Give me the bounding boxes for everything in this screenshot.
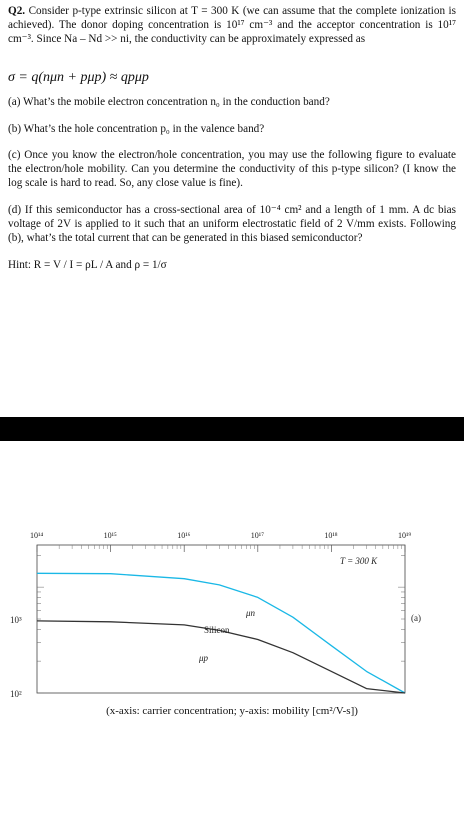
- material-label: Silicon: [204, 625, 230, 635]
- question-intro: [8, 4, 456, 46]
- mobility-chart: [0, 520, 464, 730]
- temperature-label: T = 300 K: [340, 556, 378, 566]
- hint: Hint: R = V / I = ρL / A and ρ = 1/σ: [8, 259, 167, 271]
- x-tick-labels: [30, 531, 411, 552]
- x-tick-label: 10¹⁴: [30, 531, 44, 540]
- conductivity-equation: σ = q(nμn + pμp) ≈ qpμp: [8, 70, 149, 85]
- question-intro-text: Consider p-type extrinsic silicon at T = 300 K (we can assume that the complete ionization is achieved). The donor doping concentration is 10¹⁷ cm⁻³ and the acceptor concentration is 10¹⁷ cm⁻³. Since Na – Nd >> ni, the conductivity can be approximately expressed as: [8, 5, 457, 45]
- part-a: (a) What’s the mobile electron concentration n₀ in the conduction band?: [8, 96, 330, 108]
- part-d: (d) If this semiconductor has a cross-sectional area of 10⁻⁴ cm² and a length of 1 mm. A dc bias voltage of 2V is applied to it such that an uniform electrostatic field of 2 V/mm exists. Following (b), what’s the total current that can be generated in this biased semiconductor?: [8, 204, 456, 244]
- plot-frame: [37, 545, 405, 693]
- x-tick-label: 10¹⁶: [177, 531, 191, 540]
- x-tick-label: 10¹⁹: [398, 531, 412, 540]
- chart-axes: [37, 545, 405, 693]
- y-tick-label-100: 10²: [10, 689, 22, 699]
- x-tick-label: 10¹⁵: [103, 531, 117, 540]
- x-tick-label: 10¹⁷: [250, 531, 264, 540]
- y-tick-label-1000: 10³: [10, 615, 22, 625]
- mu-p-label: μp: [199, 653, 209, 663]
- x-tick-label: 10¹⁸: [324, 531, 338, 540]
- part-b: (b) What’s the hole concentration p₀ in the valence band?: [8, 123, 265, 135]
- figure-caption: (x-axis: carrier concentration; y-axis: mobility [cm²/V-s]): [106, 705, 358, 717]
- question-label: Q2.: [8, 5, 26, 17]
- panel-label: (a): [411, 613, 421, 623]
- black-divider-bar: [0, 417, 464, 441]
- mu-n-label: μn: [246, 608, 256, 618]
- part-c: (c) Once you know the electron/hole concentration, you may use the following figure to evaluate the electron/hole mobility. Can you determine the conductivity of this p-type silicon? (I know the log scale is hard to read. So, any close value is fine).: [8, 149, 456, 189]
